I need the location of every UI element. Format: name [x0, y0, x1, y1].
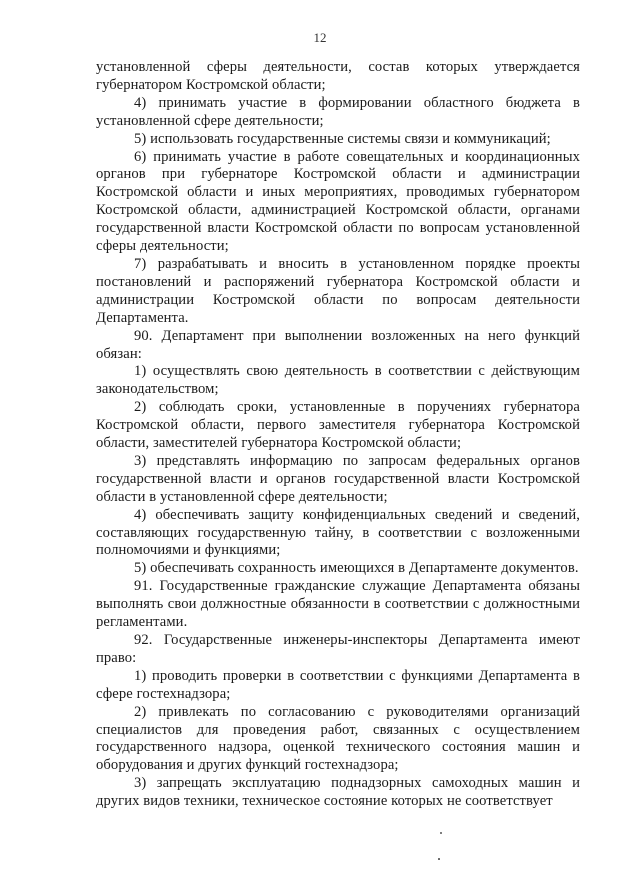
paragraph: 5) использовать государственные системы связи и коммуникаций;	[134, 130, 551, 147]
paragraph: 4) обеспечивать защиту конфиденциальных сведений и сведений, составляющих государственную тайну, в соответствии с возложенными полномочиями и функциями;	[96, 506, 580, 559]
paragraph: 6) принимать участие в работе совещательных и координационных органов при губернаторе Костромской области и администрации Костромской области и иных мероприятиях, проводимых губернатором Костромской области, администрацией Костромской области, органами государственной власти Костромской области по вопросам установленной сферы деятельности;	[96, 148, 580, 255]
paragraph: 91. Государственные гражданские служащие Департамента обязаны выполнять свои должностные обязанности в соответствии с должностными регламентами.	[96, 578, 580, 631]
paragraph: 7) разрабатывать и вносить в установленном порядке проекты постановлений и распоряжений губернатора Костромской области и администрации Костромской области по вопросам деятельности Департамента.	[96, 255, 580, 326]
paragraph: 2) соблюдать сроки, установленные в поручениях губернатора Костромской области, первого заместителя губернатора Костромской области, заместителей губернатора Костромской области;	[96, 399, 580, 452]
scan-speck	[440, 832, 442, 834]
paragraph: установленной сферы деятельности, состав которых утверждается губернатором Костромской области;	[96, 59, 580, 93]
document-body	[96, 59, 580, 811]
paragraph: 92. Государственные инженеры-инспекторы Департамента имеют право:	[96, 632, 580, 666]
paragraph: 1) проводить проверки в соответствии с функциями Департамента в сфере гостехнадзора;	[96, 667, 580, 702]
paragraph: 3) представлять информацию по запросам федеральных органов государственной власти и органов государственной власти Костромской области в установленной сфере деятельности;	[96, 452, 580, 505]
paragraph: 5) обеспечивать сохранность имеющихся в Департаменте документов.	[134, 560, 579, 577]
paragraph: 1) осуществлять свою деятельность в соответствии с действующим законодательством;	[96, 363, 580, 398]
paragraph: 2) привлекать по согласованию с руководителями организаций специалистов для проведения работ, связанных с осуществлением государственного надзора, оценкой технического состояния машин и оборудования и других функций гостехнадзора;	[96, 703, 580, 774]
paragraph: 3) запрещать эксплуатацию поднадзорных самоходных машин и других видов техники, техническое состояние которых не соответствует	[96, 775, 580, 810]
paragraph: 90. Департамент при выполнении возложенных на него функций обязан:	[96, 327, 580, 362]
paragraph: 4) принимать участие в формировании областного бюджета в установленной сфере деятельности;	[96, 94, 580, 129]
page-number: 12	[313, 30, 327, 45]
scan-speck	[438, 858, 440, 860]
